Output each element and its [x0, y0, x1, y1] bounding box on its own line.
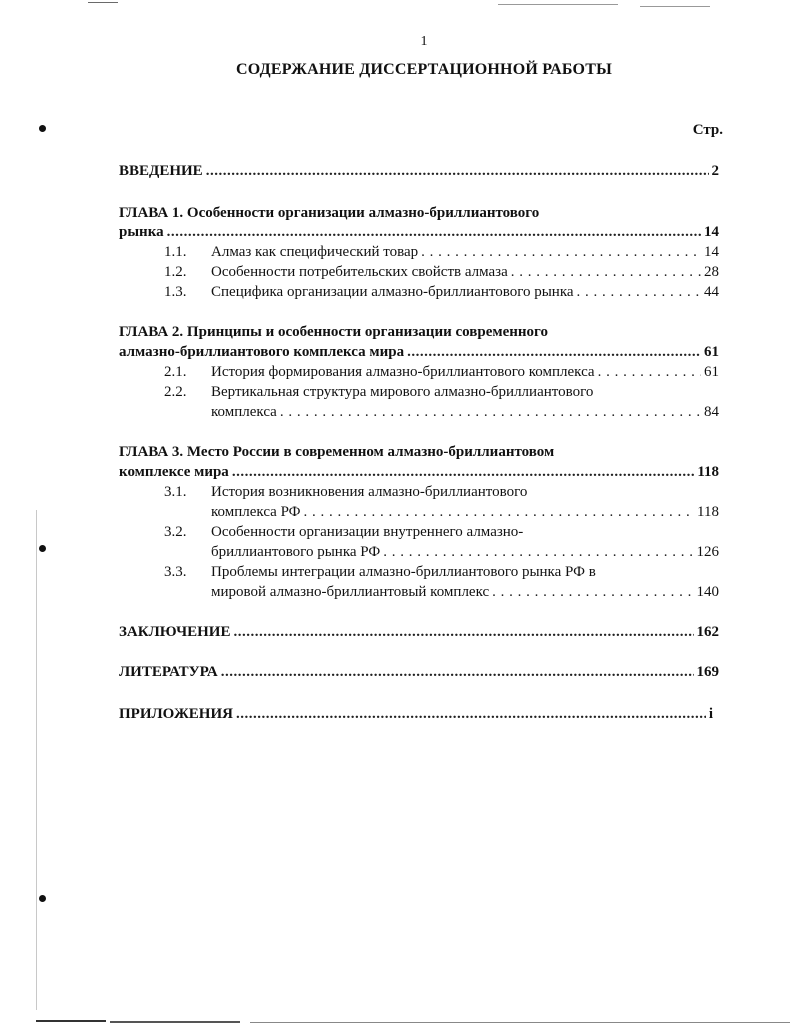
toc-entry-section-3-3: [211, 582, 719, 602]
leader-dots: [236, 704, 706, 724]
toc-entry-page: 84: [704, 404, 719, 420]
page-number: 1: [420, 34, 428, 49]
scan-artifact-top-right: [498, 4, 618, 5]
leader-dots: [407, 342, 701, 362]
toc-entry-page: 169: [696, 664, 719, 680]
toc-entry-label: ВВЕДЕНИЕ: [119, 163, 203, 179]
toc-entry-section-3-2: [211, 542, 719, 562]
toc-entry-page: 2: [711, 163, 719, 179]
toc-entry-introduction: [119, 161, 719, 181]
toc-entry-page: 126: [696, 544, 719, 560]
chapter-1-title: ГЛАВА 1. Особенности организации алмазно-бриллиантового: [119, 205, 540, 221]
scan-artifact-bottom-line-3: [250, 1022, 790, 1023]
section-title-line: Проблемы интеграции алмазно-бриллиантового рынка РФ в: [211, 564, 596, 580]
toc-entry-chapter-3: [119, 462, 719, 482]
toc-entry-section-3-1: [211, 502, 719, 522]
toc-entry-label: Алмаз как специфический товар: [211, 244, 419, 260]
scan-artifact-top-right-2: [640, 6, 710, 7]
section-title-line: Вертикальная структура мирового алмазно-бриллиантового: [211, 384, 594, 400]
toc-entry-page: i: [708, 706, 713, 722]
toc-entry-page: 118: [697, 504, 719, 520]
page-column-label: Стр.: [692, 122, 723, 138]
binder-hole-icon: [39, 545, 46, 552]
scan-artifact-bottom-line: [36, 1020, 106, 1022]
toc-entry-chapter-2: [119, 342, 719, 362]
toc-entry-label: комплекса: [211, 404, 277, 420]
section-number: 3.2.: [164, 524, 187, 540]
toc-entry-page: 140: [696, 584, 719, 600]
section-number: 2.1.: [164, 364, 187, 380]
leader-dots: [492, 582, 693, 602]
section-number: 1.1.: [164, 244, 187, 260]
toc-entry-page: 118: [697, 464, 719, 480]
page-title: СОДЕРЖАНИЕ ДИССЕРТАЦИОННОЙ РАБОТЫ: [236, 61, 612, 78]
toc-entry-label: ЛИТЕРАТУРА: [119, 664, 218, 680]
toc-entry-section-1-1: [211, 242, 719, 262]
toc-entry-section-2-2: [211, 402, 719, 422]
toc-entry-label: комплексе мира: [119, 464, 229, 480]
toc-entry-page: 61: [704, 344, 719, 360]
toc-entry-page: 28: [704, 264, 719, 280]
toc-entry-label: мировой алмазно-бриллиантовый комплекс: [211, 584, 490, 600]
toc-entry-label: рынка: [119, 224, 164, 240]
toc-entry-label: бриллиантового рынка РФ: [211, 544, 381, 560]
toc-entry-label: алмазно-бриллиантового комплекса мира: [119, 344, 405, 360]
toc-entry-label: ЗАКЛЮЧЕНИЕ: [119, 624, 231, 640]
leader-dots: [421, 242, 701, 262]
leader-dots: [233, 622, 693, 642]
toc-entry-page: 14: [704, 244, 719, 260]
section-number: 3.3.: [164, 564, 187, 580]
toc-entry-conclusion: [119, 622, 719, 642]
toc-entry-page: 162: [696, 624, 719, 640]
section-number: 2.2.: [164, 384, 187, 400]
section-number: 3.1.: [164, 484, 187, 500]
leader-dots: [598, 362, 701, 382]
binder-hole-icon: [39, 125, 46, 132]
toc-entry-section-1-3: [211, 282, 719, 302]
leader-dots: [232, 462, 695, 482]
toc-entry-label: Особенности потребительских свойств алмаза: [211, 264, 508, 280]
section-title-line: Особенности организации внутреннего алмазно-: [211, 524, 524, 540]
toc-entry-label: комплекса РФ: [211, 504, 301, 520]
leader-dots: [383, 542, 693, 562]
toc-entry-chapter-1: [119, 222, 719, 242]
toc-entry-literature: [119, 662, 719, 682]
section-title-line: История возникновения алмазно-бриллиантового: [211, 484, 528, 500]
section-number: 1.2.: [164, 264, 187, 280]
scan-artifact-top-left: [88, 2, 118, 3]
leader-dots: [221, 662, 694, 682]
toc-entry-section-1-2: [211, 262, 719, 282]
chapter-3-title: ГЛАВА 3. Место России в современном алмазно-бриллиантовом: [119, 444, 555, 460]
scan-artifact-bottom-line-2: [110, 1021, 240, 1023]
leader-dots: [280, 402, 701, 422]
leader-dots: [304, 502, 695, 522]
leader-dots: [577, 282, 701, 302]
chapter-2-title: ГЛАВА 2. Принципы и особенности организации современного: [119, 324, 548, 340]
section-number: 1.3.: [164, 284, 187, 300]
toc-entry-label: ПРИЛОЖЕНИЯ: [119, 706, 233, 722]
toc-entry-appendix: [119, 704, 719, 724]
binder-hole-icon: [39, 895, 46, 902]
toc-entry-label: История формирования алмазно-бриллиантового комплекса: [211, 364, 595, 380]
leader-dots: [206, 161, 709, 181]
leader-dots: [511, 262, 701, 282]
leader-dots: [167, 222, 701, 242]
toc-entry-page: 14: [704, 224, 719, 240]
toc-entry-page: 44: [704, 284, 719, 300]
scan-artifact-left-margin: [36, 510, 37, 1010]
toc-entry-label: Специфика организации алмазно-бриллиантового рынка: [211, 284, 574, 300]
toc-entry-page: 61: [704, 364, 719, 380]
toc-entry-section-2-1: [211, 362, 719, 382]
